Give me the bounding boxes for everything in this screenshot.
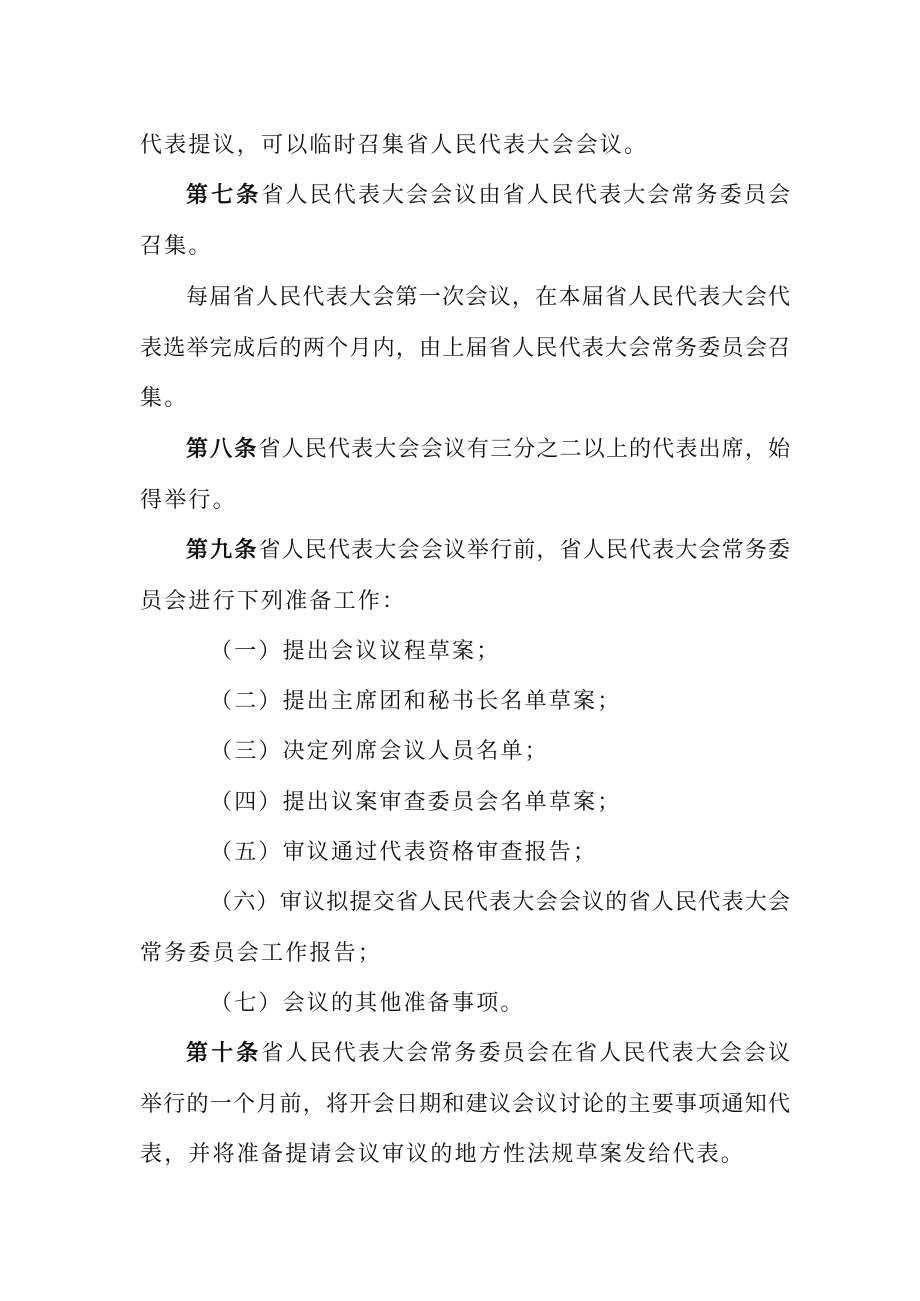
list-item: （二）提出主席团和秘书长名单草案； (210, 689, 622, 714)
article-number: 第八条 (186, 437, 259, 462)
text-line: 表，并将准备提请会议审议的地方性法规草案发给代表。 (140, 1142, 746, 1167)
article-number: 第十条 (186, 1041, 262, 1066)
text-line: 每届省人民代表大会第一次会议，在本届省人民代表大会代 (186, 285, 790, 310)
list-item: （四）提出议案审查委员会名单草案； (210, 790, 622, 815)
article-text: 省人民代表大会会议有三分之二以上的代表出席，始 (258, 437, 790, 462)
list-item: （五）审议通过代表资格审查报告； (210, 840, 598, 865)
list-item: （七）会议的其他准备事项。 (210, 991, 525, 1016)
article-7-first-line (186, 180, 790, 212)
article-8-first-line (186, 434, 790, 466)
text-line: 得举行。 (140, 488, 237, 513)
article-text: 省人民代表大会会议由省人民代表大会常务委员会 (261, 183, 790, 208)
article-number: 第九条 (186, 538, 259, 563)
article-number: 第七条 (186, 183, 262, 208)
list-item: （一）提出会议议程草案； (210, 639, 501, 664)
text-line: 员会进行下列准备工作： (140, 589, 407, 614)
text-line: 代表提议，可以临时召集省人民代表大会会议。 (140, 133, 649, 158)
list-item: （六）审议拟提交省人民代表大会会议的省人民代表大会 (210, 890, 790, 915)
article-10-first-line (186, 1038, 790, 1070)
text-line: 集。 (140, 386, 189, 411)
text-line: 常务委员会工作报告； (140, 941, 383, 966)
text-line: 举行的一个月前，将开会日期和建议会议讨论的主要事项通知代 (140, 1092, 790, 1117)
article-text: 省人民代表大会常务委员会在省人民代表大会会议 (261, 1041, 790, 1066)
article-text: 省人民代表大会会议举行前，省人民代表大会常务委 (258, 538, 790, 563)
article-9-first-line (186, 535, 790, 567)
list-item: （三）决定列席会议人员名单； (210, 739, 549, 764)
text-line: 表选举完成后的两个月内，由上届省人民代表大会常务委员会召 (140, 336, 790, 361)
text-line: 召集。 (140, 234, 213, 259)
